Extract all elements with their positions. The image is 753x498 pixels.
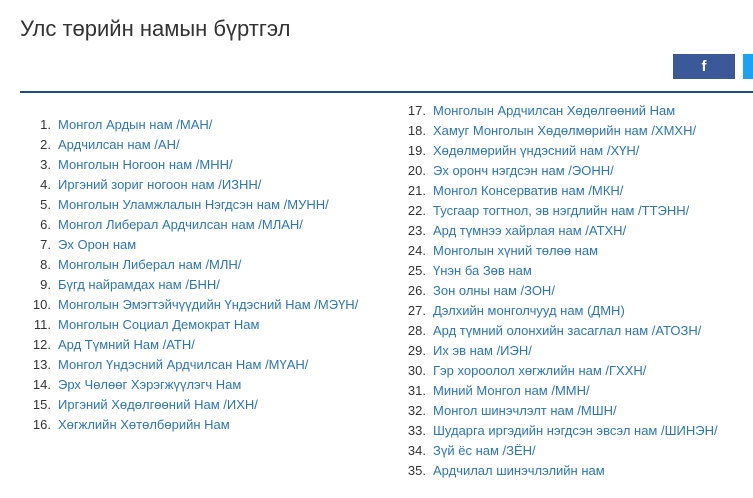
party-list-item bbox=[20, 115, 358, 135]
party-number: 28. bbox=[407, 323, 426, 338]
twitter-share-button[interactable] bbox=[743, 54, 753, 79]
party-number: 12. bbox=[32, 337, 51, 352]
party-link[interactable]: Дэлхийн монголчууд нам (ДМН) bbox=[433, 303, 625, 318]
party-link[interactable]: Монголын Уламжлалын Нэгдсэн нам /МУНН/ bbox=[58, 197, 329, 212]
party-number: 24. bbox=[407, 243, 426, 258]
party-number: 17. bbox=[407, 103, 426, 118]
party-link[interactable]: Эрх Чөлөөг Хэрэгжүүлэгч Нам bbox=[58, 377, 242, 392]
party-list-item bbox=[395, 161, 718, 181]
party-link[interactable]: Монголын Социал Демократ Нам bbox=[58, 317, 260, 332]
party-number: 10. bbox=[32, 297, 51, 312]
party-list-item bbox=[20, 315, 358, 335]
party-list-left bbox=[20, 115, 358, 435]
party-list-item bbox=[395, 361, 718, 381]
party-link[interactable]: Эх оронч нэгдсэн нам /ЭОНН/ bbox=[433, 163, 614, 178]
party-list-item bbox=[395, 261, 718, 281]
header-divider bbox=[20, 91, 753, 93]
party-link[interactable]: Иргэний зориг ногоон нам /ИЗНН/ bbox=[58, 177, 262, 192]
party-list-item bbox=[20, 275, 358, 295]
party-link[interactable]: Эх Орон нам bbox=[58, 237, 137, 252]
party-list-item bbox=[395, 301, 718, 321]
party-list-item bbox=[20, 215, 358, 235]
party-number: 15. bbox=[32, 397, 51, 412]
party-number: 18. bbox=[407, 123, 426, 138]
party-link[interactable]: Хамуг Монголын Хөдөлмөрийн нам /ХМХН/ bbox=[433, 123, 697, 138]
party-number: 9. bbox=[40, 277, 51, 292]
party-list-item bbox=[395, 221, 718, 241]
party-number: 6. bbox=[40, 217, 51, 232]
party-list-item bbox=[20, 175, 358, 195]
party-link[interactable]: Ардчилсан нам /АН/ bbox=[58, 137, 180, 152]
party-number: 3. bbox=[40, 157, 51, 172]
party-number: 34. bbox=[407, 443, 426, 458]
party-number: 32. bbox=[407, 403, 426, 418]
party-number: 19. bbox=[407, 143, 426, 158]
party-link[interactable]: Монголын хүний төлөө нам bbox=[433, 243, 599, 258]
party-link[interactable]: Монгол Либерал Ардчилсан нам /МЛАН/ bbox=[58, 217, 303, 232]
party-list-item bbox=[395, 181, 718, 201]
party-link[interactable]: Монгол Үндэсний Ардчилсан Нам /МҮАН/ bbox=[58, 357, 309, 372]
party-link[interactable]: Хөгжлийн Хөтөлбөрийн Нам bbox=[58, 417, 230, 432]
party-list-right bbox=[395, 101, 718, 481]
party-link[interactable]: Ард Түмний Нам /АТН/ bbox=[58, 337, 195, 352]
party-list-item bbox=[20, 235, 358, 255]
party-list-item bbox=[20, 135, 358, 155]
party-link[interactable]: Монголын Эмэгтэйчүүдийн Үндэсний Нам /МЭҮН/ bbox=[58, 297, 359, 312]
party-list-item bbox=[395, 201, 718, 221]
party-list-item bbox=[395, 441, 718, 461]
party-link[interactable]: Их эв нам /ИЭН/ bbox=[433, 343, 532, 358]
party-number: 26. bbox=[407, 283, 426, 298]
party-link[interactable]: Монгол Ардын нам /МАН/ bbox=[58, 117, 213, 132]
party-number: 11. bbox=[33, 317, 51, 332]
party-number: 22. bbox=[407, 203, 426, 218]
party-number: 25. bbox=[407, 263, 426, 278]
party-link[interactable]: Ардчилал шинэчлэлийн нам bbox=[433, 463, 605, 478]
party-link[interactable]: Бүгд найрамдах нам /БНН/ bbox=[58, 277, 220, 292]
party-number: 4. bbox=[40, 177, 51, 192]
party-list-item bbox=[20, 155, 358, 175]
party-link[interactable]: Гэр хороолол хөгжлийн нам /ГХХН/ bbox=[433, 363, 647, 378]
party-link[interactable]: Зон олны нам /ЗОН/ bbox=[433, 283, 555, 298]
party-link[interactable]: Ард түмнээ хайрлая нам /АТХН/ bbox=[433, 223, 627, 238]
page-title: Улс төрийн намын бүртгэл bbox=[20, 16, 291, 41]
party-link[interactable]: Иргэний Хөдөлгөөний Нам /ИХН/ bbox=[58, 397, 258, 412]
party-number: 14. bbox=[32, 377, 51, 392]
party-number: 35. bbox=[407, 463, 426, 478]
party-list-item bbox=[395, 241, 718, 261]
party-number: 8. bbox=[40, 257, 51, 272]
party-list-item bbox=[20, 255, 358, 275]
party-link[interactable]: Монголын Ардчилсан Хөдөлгөөний Нам bbox=[433, 103, 676, 118]
party-list-item bbox=[395, 341, 718, 361]
party-list-item bbox=[395, 381, 718, 401]
party-list-item bbox=[20, 295, 358, 315]
party-number: 1. bbox=[40, 117, 51, 132]
party-number: 16. bbox=[32, 417, 51, 432]
party-number: 27. bbox=[407, 303, 426, 318]
party-list-item bbox=[20, 355, 358, 375]
party-number: 23. bbox=[407, 223, 426, 238]
party-list-item bbox=[395, 461, 718, 481]
facebook-icon: f bbox=[701, 58, 707, 75]
party-list-item bbox=[395, 421, 718, 441]
party-list-item bbox=[395, 121, 718, 141]
party-link[interactable]: Хөдөлмөрийн үндэсний нам /ХҮН/ bbox=[433, 143, 640, 158]
party-list-item bbox=[395, 401, 718, 421]
party-list-item bbox=[395, 101, 718, 121]
party-number: 7. bbox=[40, 237, 51, 252]
party-list-item bbox=[395, 321, 718, 341]
party-link[interactable]: Зүй ёс нам /ЗЁН/ bbox=[433, 443, 536, 458]
party-link[interactable]: Монголын Либерал нам /МЛН/ bbox=[58, 257, 242, 272]
party-list-item bbox=[20, 335, 358, 355]
party-link[interactable]: Монголын Ногоон нам /МНН/ bbox=[58, 157, 233, 172]
party-list-item bbox=[20, 415, 358, 435]
party-number: 31. bbox=[407, 383, 426, 398]
party-list-item bbox=[20, 395, 358, 415]
party-number: 2. bbox=[40, 137, 51, 152]
party-link[interactable]: Миний Монгол нам /ММН/ bbox=[433, 383, 590, 398]
party-number: 21. bbox=[407, 183, 426, 198]
party-number: 13. bbox=[32, 357, 51, 372]
party-list-item bbox=[20, 195, 358, 215]
party-link[interactable]: Үнэн ба Зөв нам bbox=[433, 263, 532, 278]
party-link[interactable]: Монгол Консерватив нам /МКН/ bbox=[433, 183, 624, 198]
party-number: 5. bbox=[40, 197, 51, 212]
party-list-item bbox=[395, 141, 718, 161]
party-list-item bbox=[395, 281, 718, 301]
party-number: 20. bbox=[407, 163, 426, 178]
party-link[interactable]: Монгол шинэчлэлт нам /МШН/ bbox=[433, 403, 617, 418]
facebook-share-button[interactable] bbox=[673, 54, 735, 79]
party-number: 33. bbox=[407, 423, 426, 438]
party-list-item bbox=[20, 375, 358, 395]
party-number: 29. bbox=[407, 343, 426, 358]
party-link[interactable]: Ард түмний олонхийн засаглал нам /АТОЗН/ bbox=[433, 323, 702, 338]
party-link[interactable]: Тусгаар тогтнол, эв нэгдлийн нам /ТТЭНН/ bbox=[433, 203, 690, 218]
party-number: 30. bbox=[407, 363, 426, 378]
party-link[interactable]: Шударга иргэдийн нэгдсэн эвсэл нам /ШИНЭН/ bbox=[433, 423, 718, 438]
